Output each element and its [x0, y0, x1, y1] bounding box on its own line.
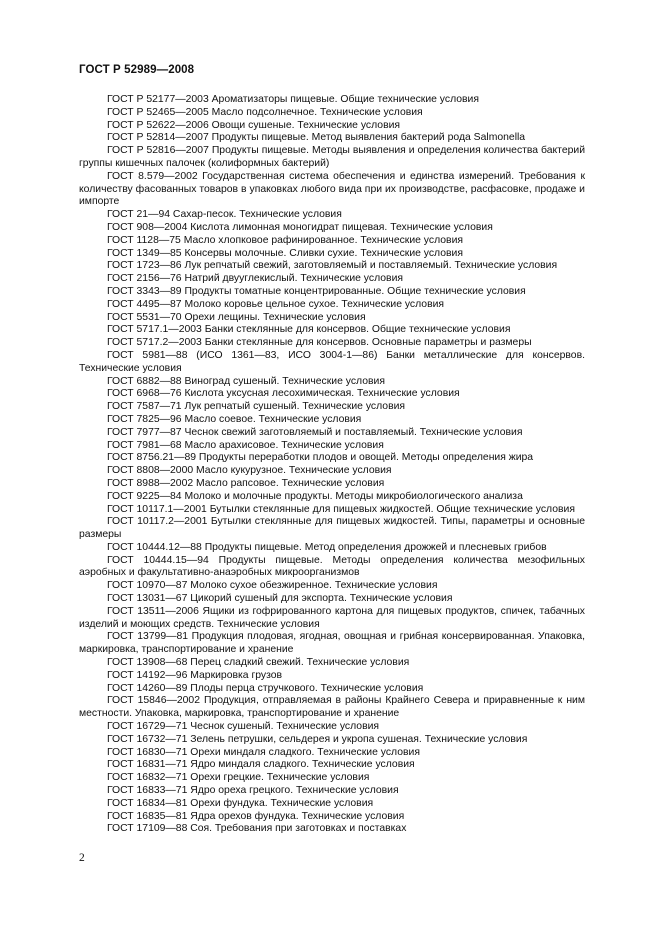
reference-entry: ГОСТ 1128—75 Масло хлопковое рафинированное. Технические условия — [107, 234, 463, 246]
reference-entry: ГОСТ 8.579—2002 Государственная система обеспечения и единства измерений. Требования к количеству фасованных товаров в упаковках любого вида при их производстве, расфасовке, продаже и импорте — [79, 170, 585, 208]
reference-entry: ГОСТ 9225—84 Молоко и молочные продукты. Методы микробиологического анализа — [107, 490, 523, 502]
reference-entry: ГОСТ 13511—2006 Ящики из гофрированного картона для пищевых продуктов, спичек, табачных изделий и моющих средств. Технические условия — [79, 605, 585, 630]
reference-entry: ГОСТ 17109—88 Соя. Требования при заготовках и поставках — [107, 823, 407, 835]
reference-entry: ГОСТ 7825—96 Масло соевое. Технические условия — [107, 413, 362, 425]
reference-entry: ГОСТ 16835—81 Ядра орехов фундука. Технические условия — [107, 810, 405, 822]
reference-entry: ГОСТ 10444.12—88 Продукты пищевые. Метод определения дрожжей и плесневых грибов — [107, 541, 547, 553]
reference-entry: ГОСТ 908—2004 Кислота лимонная моногидрат пищевая. Технические условия — [107, 221, 493, 233]
reference-entry: ГОСТ 16830—71 Орехи миндаля сладкого. Технические условия — [107, 746, 420, 758]
reference-entry: ГОСТ 16834—81 Орехи фундука. Технические условия — [107, 797, 374, 809]
reference-entry: ГОСТ 7977—87 Чеснок свежий заготовляемый и поставляемый. Технические условия — [107, 426, 523, 438]
page-header: ГОСТ Р 52989—2008 — [79, 64, 195, 76]
reference-entry: ГОСТ 16833—71 Ядро ореха грецкого. Технические условия — [107, 785, 399, 797]
reference-entry: ГОСТ 4495—87 Молоко коровье цельное сухое. Технические условия — [107, 298, 445, 310]
reference-entry: ГОСТ Р 52814—2007 Продукты пищевые. Метод выявления бактерий рода Salmonella — [107, 132, 526, 144]
reference-entry: ГОСТ 16831—71 Ядро миндаля сладкого. Технические условия — [107, 759, 415, 771]
reference-entry: ГОСТ 2156—76 Натрий двууглекислый. Технические условия — [107, 273, 403, 285]
reference-entry: ГОСТ 14260—89 Плоды перца стручкового. Технические условия — [107, 682, 424, 694]
reference-entry: ГОСТ 8988—2002 Масло рапсовое. Технические условия — [107, 477, 385, 489]
reference-entry: ГОСТ 13908—68 Перец сладкий свежий. Технические условия — [107, 657, 410, 669]
reference-entry: ГОСТ Р 52177—2003 Ароматизаторы пищевые. Общие технические условия — [107, 94, 479, 105]
reference-entry: ГОСТ 3343—89 Продукты томатные концентрированные. Общие технические условия — [107, 285, 526, 297]
reference-entry: ГОСТ 7587—71 Лук репчатый сушеный. Технические условия — [107, 401, 406, 413]
reference-entry: ГОСТ 21—94 Сахар-песок. Технические условия — [107, 209, 342, 221]
reference-entry: ГОСТ 1723—86 Лук репчатый свежий, заготовляемый и поставляемый. Технические условия — [107, 260, 558, 272]
reference-entry: ГОСТ 16832—71 Орехи грецкие. Технические условия — [107, 772, 370, 784]
reference-entry: ГОСТ 5981—88 (ИСО 1361—83, ИСО 3004-1—86) Банки металлические для консервов. Технические условия — [79, 349, 585, 374]
reference-entry: ГОСТ 14192—96 Маркировка грузов — [107, 669, 283, 681]
reference-entry: ГОСТ 5531—70 Орехи лещины. Технические условия — [107, 311, 366, 323]
reference-entry: ГОСТ 8808—2000 Масло кукурузное. Технические условия — [107, 465, 392, 477]
reference-entry: ГОСТ 16729—71 Чеснок сушеный. Технические условия — [107, 721, 380, 733]
reference-entry: ГОСТ 6968—76 Кислота уксусная лесохимическая. Технические условия — [107, 388, 460, 400]
reference-entry: ГОСТ 5717.1—2003 Банки стеклянные для консервов. Общие технические условия — [107, 324, 511, 336]
reference-entry: ГОСТ 15846—2002 Продукция, отправляемая в районы Крайнего Севера и приравненные к ним местности. Упаковка, маркировка, транспортирование и хранение — [79, 695, 585, 720]
reference-entry: ГОСТ 10117.2—2001 Бутылки стеклянные для пищевых жидкостей. Типы, параметры и основные размеры — [79, 516, 585, 541]
reference-entry: ГОСТ 10970—87 Молоко сухое обезжиренное. Технические условия — [107, 580, 438, 592]
reference-entry: ГОСТ 13031—67 Цикорий сушеный для экспорта. Технические условия — [107, 593, 453, 605]
reference-entry: ГОСТ 8756.21—89 Продукты переработки плодов и овощей. Методы определения жира — [107, 452, 534, 464]
reference-entry: ГОСТ 5717.2—2003 Банки стеклянные для консервов. Основные параметры и размеры — [107, 337, 532, 349]
reference-entry: ГОСТ 10117.1—2001 Бутылки стеклянные для пищевых жидкостей. Общие технические условия — [107, 503, 575, 515]
reference-entry: ГОСТ Р 52465—2005 Масло подсолнечное. Технические условия — [107, 106, 423, 118]
reference-entry: ГОСТ 16732—71 Зелень петрушки, сельдерея и укропа сушеная. Технические условия — [107, 733, 528, 745]
page-number: 2 — [79, 852, 85, 864]
reference-entry: ГОСТ 7981—68 Масло арахисовое. Технические условия — [107, 439, 384, 451]
reference-entry: ГОСТ 6882—88 Виноград сушеный. Технические условия — [107, 375, 385, 387]
reference-entry: ГОСТ Р 52816—2007 Продукты пищевые. Методы выявления и определения количества бактерий группы кишечных палочек (колиформных бактерий) — [79, 145, 585, 169]
reference-entry: ГОСТ 10444.15—94 Продукты пищевые. Методы определения количества мезофильных аэробных и факультативно-анаэробных микроорганизмов — [79, 554, 585, 579]
reference-entry: ГОСТ 13799—81 Продукция плодовая, ягодная, овощная и грибная консервированная. Упаковка, маркировка, транспортирование и хранение — [79, 631, 585, 656]
references-list — [79, 94, 585, 836]
reference-entry: ГОСТ 1349—85 Консервы молочные. Сливки сухие. Технические условия — [107, 247, 463, 259]
reference-entry: ГОСТ Р 52622—2006 Овощи сушеные. Технические условия — [107, 119, 401, 131]
